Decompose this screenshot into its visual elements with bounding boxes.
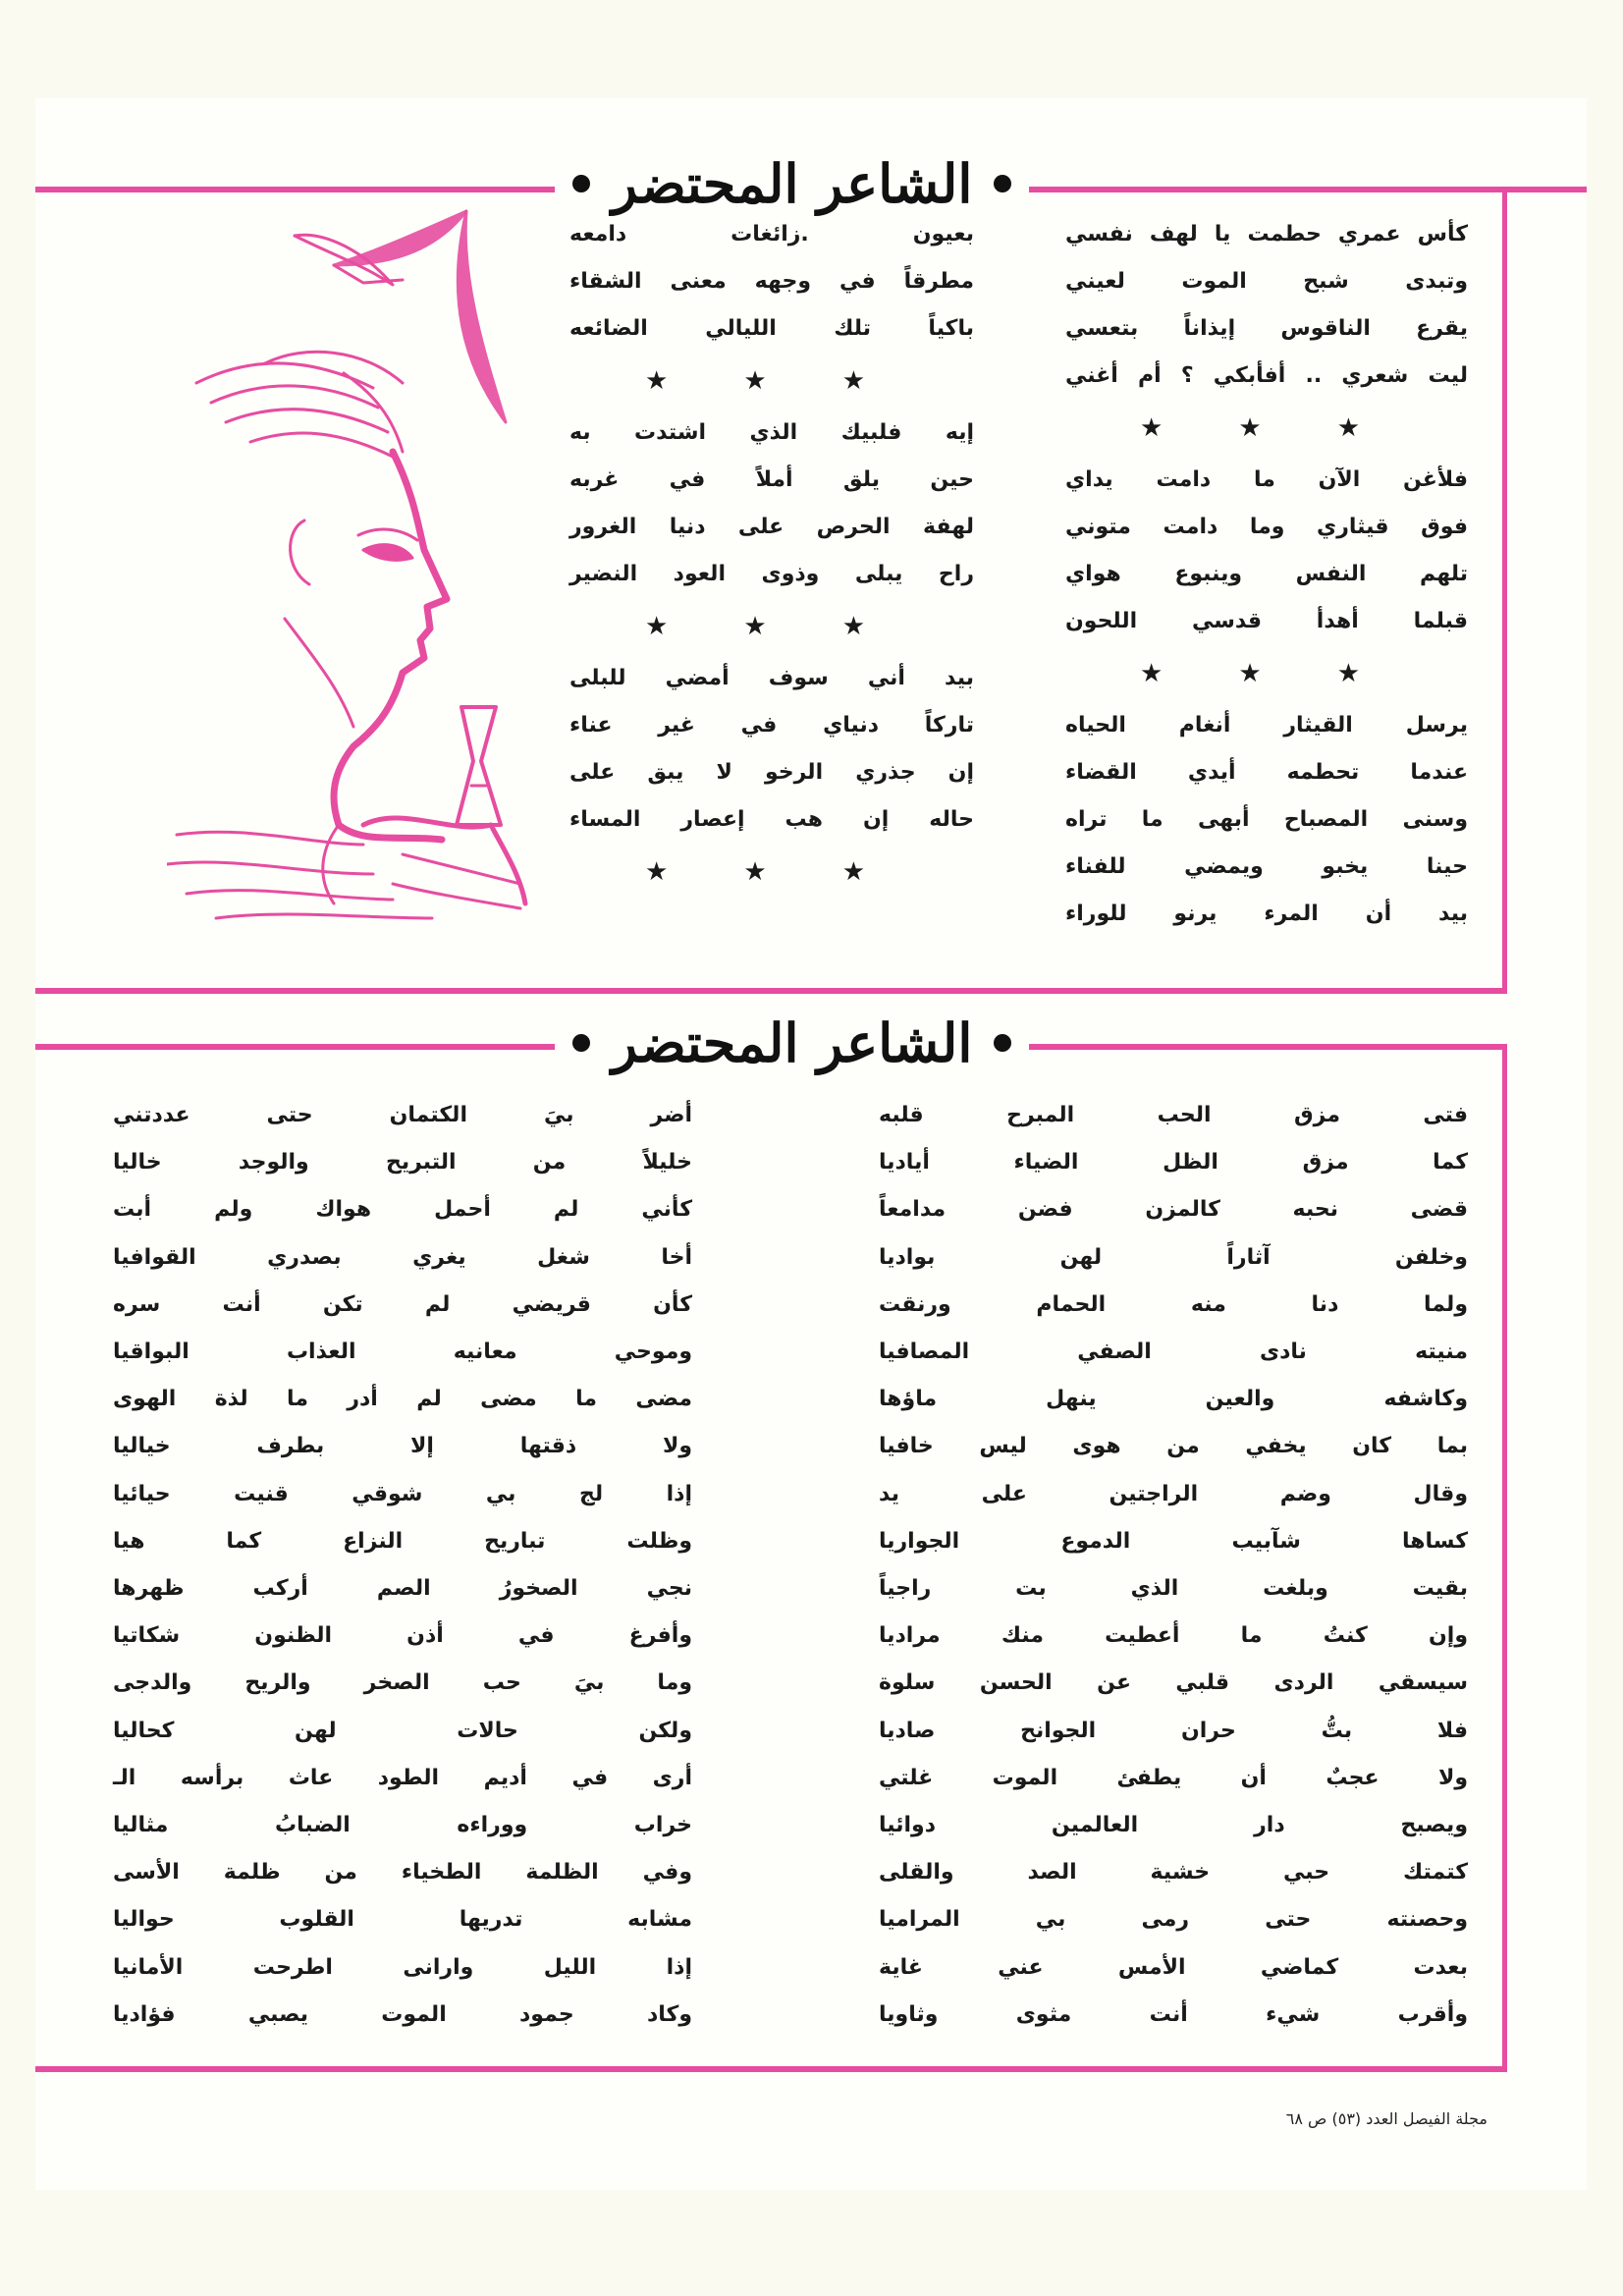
face-illustration: [167, 196, 530, 923]
verse-line: أرى في أديم الطود عاث برأسه الـ: [113, 1765, 692, 1790]
verse-line: فلأغن الآن ما دامت يداي: [1065, 467, 1468, 492]
verse-line: وسنى المصباح أبهى ما تراه: [1065, 807, 1468, 832]
verse-line: وما بيَ حب الصخر والريح والدجى: [113, 1670, 692, 1696]
verse-line: فلا بتُّ حران الجوانح صاديا: [879, 1718, 1468, 1743]
verse-line: قضى نحبه كالمزن فضن مدامعاً: [879, 1197, 1468, 1223]
verse-line: حينا يخبو ويمضي للفناء: [1065, 854, 1468, 879]
poem2-left-column: [113, 1092, 692, 2039]
verse-line: كتمتك حبي خشية الصد والقلى: [879, 1860, 1468, 1886]
verse-line: ولكن حالات لهن كحاليا: [113, 1718, 692, 1743]
verse-line: نجي الصخورُ الصم أركب ظهرها: [113, 1576, 692, 1602]
verse-line: يرسل القيثار أنغام الحياه: [1065, 713, 1468, 738]
verse-line: إذا لج بي شوقي قنيت حيائيا: [113, 1481, 692, 1506]
verse-line: كأن قريضي لم تكن أنت سره: [113, 1291, 692, 1317]
verse-line: بيد أن المرء يرنو للوراء: [1065, 902, 1468, 926]
verse-line: بعدت كماضي الأمس عني غاية: [879, 1954, 1468, 1980]
verse-line: سيسقي الردى قلبي عن الحسن سلوة: [879, 1670, 1468, 1696]
title-ornament-dot: [572, 175, 590, 192]
verse-line: تاركاً دنياي في غير عناء: [569, 713, 974, 738]
verse-line: كأس عمري حطمت يا لهف نفسي: [1065, 222, 1468, 246]
stars-separator: ★ ★ ★: [1139, 659, 1394, 688]
verse-line: تلهم النفس وينبوع هواي: [1065, 562, 1468, 586]
poem1-bottom-rule: [35, 988, 1507, 994]
magazine-footer: مجلة الفيصل العدد (٥٣) ص ٦٨: [1285, 2109, 1488, 2128]
verse-line: لهفة الحرص على دنيا الغرور: [569, 515, 974, 539]
verse-line: وفي الظلمة الطخياء من ظلمة الأسى: [113, 1860, 692, 1886]
verse-line: حين يلق أملاً في غربه: [569, 467, 974, 492]
poem1-right-column: [1065, 211, 1468, 938]
verse-line: وتبدى شبح الموت لعيني: [1065, 269, 1468, 294]
verse-line: وخلفن آثاراً لهن بواديا: [879, 1244, 1468, 1270]
verse-line: خراب ووراءه الضبابُ مثاليا: [113, 1813, 692, 1838]
verse-line: إذا الليل وارانى اطرحت الأمانيا: [113, 1954, 692, 1980]
verse-line: خليلاً من التبريح والوجد خاليا: [113, 1150, 692, 1175]
verse-line: راح يبلى وذوى العود النضير: [569, 562, 974, 586]
verse-line: ولا ذقتها إلا بطرف خياليا: [113, 1434, 692, 1459]
verse-line: ولما دنا منه الحمام ورنقت: [879, 1291, 1468, 1317]
verse-line: وأفرغ في أذن الظنون شكاتيا: [113, 1623, 692, 1649]
verse-line: أضر بيَ الكتمان حتى عددتني: [113, 1103, 692, 1127]
verse-line: حاله إن هب إعصار المساء: [569, 807, 974, 832]
verse-line: فوق قيثاري وما دامت متوني: [1065, 515, 1468, 539]
verse-line: ليت شعري .. أفأبكي ؟ أم أغني: [1065, 363, 1468, 388]
verse-line: بعيون .زائغات دامعه: [569, 222, 974, 246]
title-ornament-dot: [572, 1034, 590, 1052]
verse-line: إيه فلبيك الذي اشتدت به: [569, 420, 974, 445]
poem1-title: الشاعر المحتضر: [612, 152, 973, 215]
poem2-title-block: [555, 1011, 1029, 1074]
verse-line: وحصنته حتى رمى بي المراميا: [879, 1907, 1468, 1933]
poem2-bottom-rule: [35, 2066, 1507, 2072]
verse-line: أخا شغل يغري بصدري القوافيا: [113, 1244, 692, 1270]
title-ornament-dot: [994, 175, 1011, 192]
verse-line: فتى مزق الحب المبرح قلبه: [879, 1103, 1468, 1127]
verse-line: وقال وضم الراجتين على يد: [879, 1481, 1468, 1506]
verse-line: مطرقاً في وجهه معنى الشقاء: [569, 269, 974, 294]
verse-line: مضى ما مضى لم أدر ما لذة الهوى: [113, 1387, 692, 1412]
verse-line: وموحي معانيه العذاب البواقيا: [113, 1339, 692, 1365]
verse-line: بما كان يخفي من هوى ليس خافيا: [879, 1434, 1468, 1459]
poem1-right-rule: [1502, 187, 1507, 992]
verse-line: ولا عجبٌ أن يطفئ الموت غلتي: [879, 1765, 1468, 1790]
stars-separator: ★ ★ ★: [644, 857, 899, 887]
verse-line: وإن كنتُ ما أعطيت منك مراديا: [879, 1623, 1468, 1649]
verse-line: باكياً تلك الليالي الضائعه: [569, 316, 974, 341]
poem2-right-rule: [1502, 1044, 1507, 2071]
verse-line: منيته نادى الصفي المصافيا: [879, 1339, 1468, 1365]
verse-line: قبلما أهدأ قدسي اللحون: [1065, 609, 1468, 633]
verse-line: عندما تحطمه أيدي القضاء: [1065, 760, 1468, 785]
verse-line: وأقرب شيء أنت مثوى وثاويا: [879, 2001, 1468, 2027]
verse-line: كما مزق الظل الضياء أياديا: [879, 1150, 1468, 1175]
verse-line: كأني لم أحمل هواك ولم أبت: [113, 1197, 692, 1223]
poem2-title: الشاعر المحتضر: [612, 1011, 973, 1074]
verse-line: ويصبح دار العالمين دوائيا: [879, 1813, 1468, 1838]
verse-line: مشابه تدريها القلوب حواليا: [113, 1907, 692, 1933]
poem2-right-column: [879, 1092, 1468, 2039]
poem1-title-block: [555, 152, 1029, 215]
verse-line: بقيت وبلغت الذي بت راجياً: [879, 1576, 1468, 1602]
verse-line: وكاد جمود الموت يصبي فؤاديا: [113, 2001, 692, 2027]
verse-line: وكاشفه والعين ينهل ماؤها: [879, 1387, 1468, 1412]
verse-line: كساها شآبيب الدموع الجواريا: [879, 1528, 1468, 1554]
stars-separator: ★ ★ ★: [1139, 413, 1394, 443]
verse-line: إن جذري الرخو لا يبق على: [569, 760, 974, 785]
poem1-left-column: [569, 211, 974, 901]
verse-line: يقرع الناقوس إيذاناً بتعسي: [1065, 316, 1468, 341]
title-ornament-dot: [994, 1034, 1011, 1052]
stars-separator: ★ ★ ★: [644, 366, 899, 396]
verse-line: وظلت تباريح النزاع كما هيا: [113, 1528, 692, 1554]
stars-separator: ★ ★ ★: [644, 612, 899, 641]
verse-line: بيد أني سوف أمضي للبلى: [569, 666, 974, 690]
